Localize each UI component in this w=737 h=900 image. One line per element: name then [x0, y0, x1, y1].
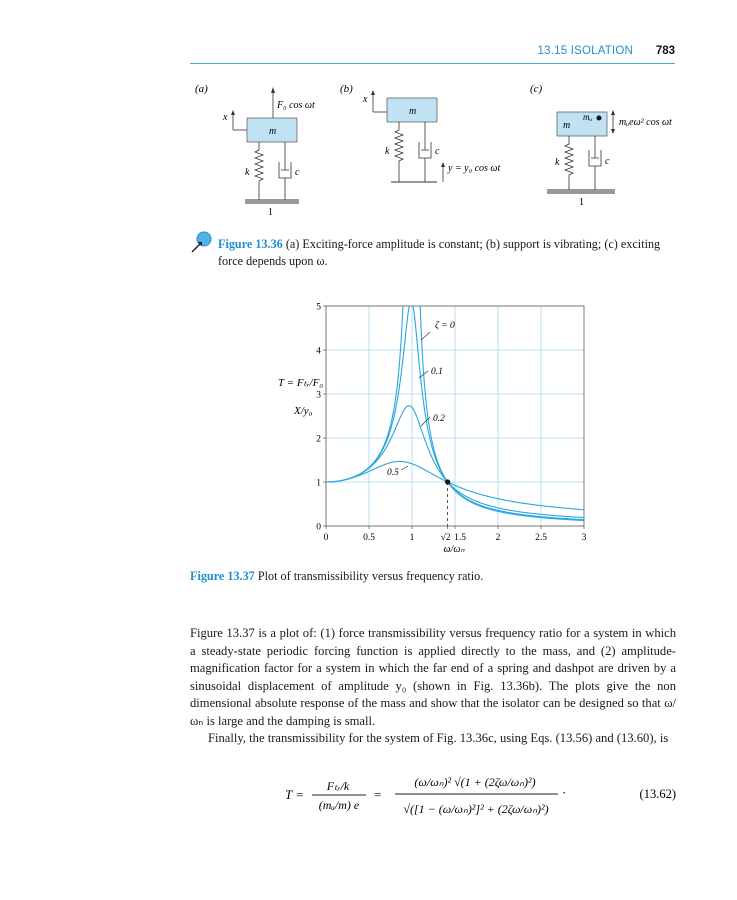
paragraph-1: Figure 13.37 is a plot of: (1) force transmissibility versus frequency ratio for a system in which a steady-state periodic forcing function is applied directly to the mass, and (2) amplitude-magnification factor for a system in which the far end of a spring and dashpot are driven by a sinusoidal displacement of amplitude y₀ (shown in Fig. 13.36b). The plots give the non dimensional absolute response of the mass and show that the isolator can be designed so that ω/ωₙ is large and the damping is small.: [190, 626, 676, 728]
series-label: 0.1: [431, 367, 443, 377]
panel-b: [340, 83, 500, 182]
figure-13-37-caption-label: Figure 13.37: [190, 569, 255, 583]
y-tick-label: 5: [316, 302, 321, 313]
force-arrowhead-c-down: [611, 129, 615, 134]
figure-13-36: [185, 78, 685, 218]
margin-pointer-icon: [190, 228, 216, 254]
x-tick-label: 1: [409, 533, 415, 543]
dashpot-a: [279, 142, 291, 200]
x-tick-label: 0: [323, 533, 329, 543]
x-a-label: x: [223, 112, 228, 123]
y-arrowhead-b: [441, 162, 445, 167]
series-label-pointer: [421, 332, 430, 340]
spring-c: [565, 136, 573, 190]
c-b-label: c: [435, 146, 440, 157]
mu-c-label: mᵤ: [583, 112, 593, 122]
y-tick-label: 1: [316, 478, 321, 489]
k-a-label: k: [245, 167, 250, 178]
panel-c-label: (c): [530, 83, 543, 95]
ground-hatch-a: [245, 200, 299, 204]
page-number: 783: [655, 45, 675, 57]
figure-13-36-caption: [218, 236, 676, 270]
x-tick-label: 3: [581, 533, 587, 543]
y-tick-label: 3: [316, 390, 321, 401]
eq-frac1-num: Fₜᵣ/k: [326, 779, 350, 793]
mass-b-label: m: [409, 106, 417, 117]
eq-equals: =: [374, 787, 382, 802]
ground-c-label: 1: [579, 197, 584, 208]
x-tick-label: 1.5: [454, 533, 466, 543]
k-c-label: k: [555, 157, 560, 168]
eq-frac1-den: (mᵤ/m) e: [318, 798, 360, 812]
eq-number: (13.62): [639, 787, 676, 801]
chart-ticks: [316, 303, 586, 544]
chart-grid: [326, 306, 584, 526]
force-c-label: mᵤeω² cos ωt: [619, 117, 672, 128]
figure-13-37-caption: [190, 568, 676, 585]
panel-a: [195, 83, 315, 218]
figure-13-36-caption-label: Figure 13.36: [218, 237, 283, 251]
k-b-label: k: [385, 146, 390, 157]
dashpot-c: [589, 136, 601, 190]
y-tick-label: 2: [316, 434, 321, 445]
panel-a-label: (a): [195, 83, 208, 95]
chart-annotations: [387, 320, 455, 526]
running-header: [190, 45, 675, 64]
series-label: ζ = 0: [435, 321, 455, 331]
paragraph-2: Finally, the transmissibility for the system of Fig. 13.36c, using Eqs. (13.56) and (13.60), is: [208, 731, 669, 745]
panel-b-label: (b): [340, 83, 353, 95]
eccentric-mass-dot: [597, 116, 602, 121]
section-title: 13.15 ISOLATION: [537, 45, 633, 57]
x-arrowhead-b: [371, 90, 375, 95]
x-tick-label: 0.5: [363, 533, 375, 543]
series-label-pointer: [401, 466, 408, 470]
figure-13-36-caption-text: (a) Exciting-force amplitude is constant; (b) support is vibrating; (c) exciting force depends upon ω.: [218, 237, 661, 268]
dashpot-b: [419, 122, 431, 182]
y-axis-label-top: T = Fₜᵣ/F₀: [278, 377, 324, 389]
force-arrowhead-c-up: [611, 110, 615, 115]
x-arrowhead-a: [231, 110, 235, 115]
series-label: 0.2: [433, 414, 445, 424]
spring-a: [255, 142, 263, 200]
y-tick-label: 4: [316, 346, 321, 357]
y-tick-label: 0: [316, 522, 321, 533]
x-tick-label: 2: [495, 533, 501, 543]
crossing-point: [445, 479, 450, 484]
eq-lhs: T =: [285, 787, 305, 802]
mass-a-label: m: [269, 126, 277, 137]
support-b-label: y = y₀ cos ωt: [448, 163, 501, 174]
x-tick-label: √2: [440, 533, 451, 543]
force-a-label: F₀ cos ωt: [277, 100, 315, 111]
force-arrowhead-a: [271, 87, 275, 93]
y-axis-label-bottom: X/y₀: [294, 405, 313, 417]
c-a-label: c: [295, 167, 300, 178]
x-tick-label: 2.5: [535, 533, 547, 543]
series-label: 0.5: [387, 468, 399, 478]
figure-13-37-caption-text: Plot of transmissibility versus frequency ratio.: [257, 569, 484, 583]
eq-period: ·: [562, 785, 567, 800]
body-text: [190, 625, 676, 748]
c-c-label: c: [605, 156, 610, 167]
panel-c: [530, 83, 672, 208]
ground-hatch-c: [547, 190, 615, 194]
ground-a-label: 1: [268, 207, 273, 218]
eq-frac2-num: (ω/ωₙ)² √(1 + (2ζω/ωₙ)²): [414, 775, 536, 789]
eq-frac2-den: √([1 − (ω/ωₙ)²]² + (2ζω/ωₙ)²): [403, 802, 549, 816]
transmissibility-chart: [270, 296, 610, 558]
mass-c-label: m: [563, 120, 571, 131]
equation-13-62: [190, 766, 676, 836]
x-b-label: x: [363, 94, 368, 105]
spring-b: [395, 122, 403, 182]
x-axis-label: ω/ωₙ: [443, 544, 465, 555]
